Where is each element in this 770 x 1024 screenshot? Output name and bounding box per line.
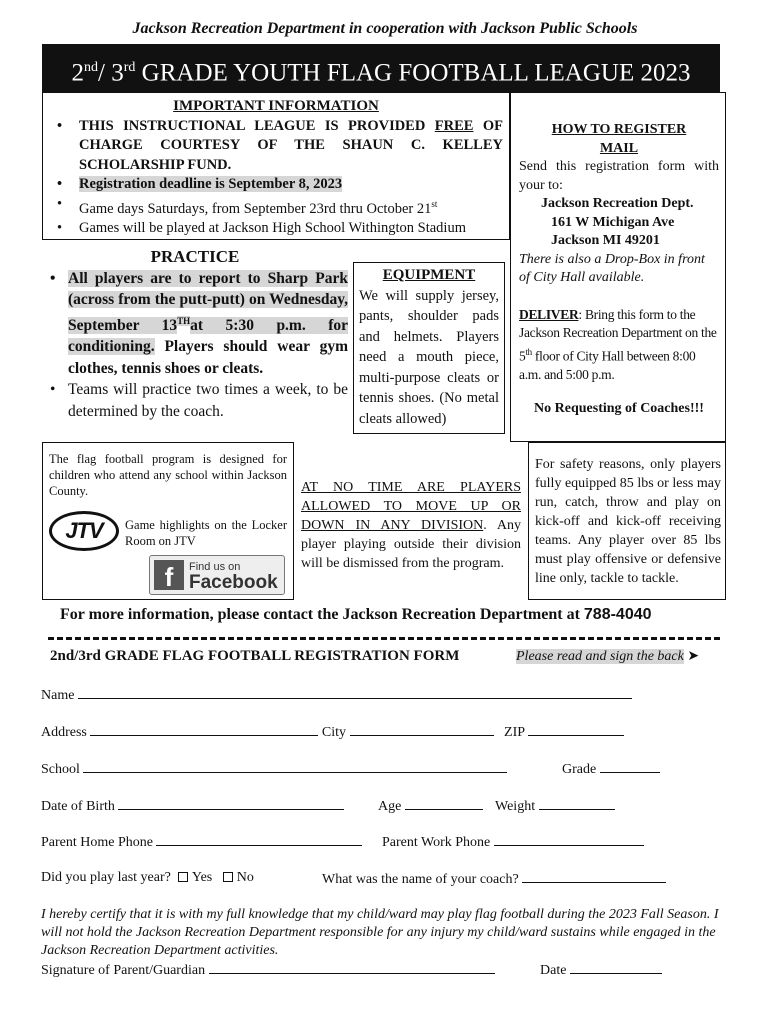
title-num1: 2 xyxy=(71,59,85,87)
facebook-small: Find us on xyxy=(189,561,241,573)
dob-input[interactable] xyxy=(118,797,344,810)
jtv-logo xyxy=(49,511,119,551)
top-line: Jackson Recreation Department in cooperation with Jackson Public Schools xyxy=(132,20,638,37)
arrow-right-icon: ➤ xyxy=(687,649,700,664)
page-title xyxy=(42,44,720,92)
title-rest: GRADE YOUTH FLAG FOOTBALL LEAGUE 2023 xyxy=(135,59,691,87)
game-days-text: Game days Saturdays, from September 23rd thru October 21 xyxy=(79,200,432,217)
no-checkbox[interactable] xyxy=(223,872,233,882)
important-bullet-deadline xyxy=(49,175,503,195)
date-input[interactable] xyxy=(570,961,662,974)
dob-label: Date of Birth xyxy=(41,799,115,814)
deliver-text-a: : Bring this form to the Jackson Recreation Department on the 5 xyxy=(519,306,717,363)
address-row xyxy=(41,723,624,741)
equipment-box xyxy=(353,262,505,434)
register-heading: HOW TO REGISTER MAIL xyxy=(551,122,687,156)
register-address-2: 161 W Michigan Ave xyxy=(551,214,675,230)
important-bullet-free xyxy=(49,117,503,176)
register-box xyxy=(510,92,726,442)
practice-report-text-c: Players should wear gym clothes, tennis shoes or cleats. xyxy=(68,338,348,377)
work-phone-input[interactable] xyxy=(494,833,644,846)
coach-input[interactable] xyxy=(522,870,666,883)
register-dropbox: There is also a Drop-Box in front of City Hall available. xyxy=(519,251,705,285)
facebook-icon: f xyxy=(154,560,184,590)
free-text-c: . xyxy=(227,156,232,173)
no-label: No xyxy=(236,870,254,885)
practice-bullet-teams: • Teams will practice two times a week, to be determined by the coach. xyxy=(42,379,348,422)
program-text: The flag football program is designed for children who attend any school within Jackson County. xyxy=(49,452,287,498)
date-row xyxy=(540,961,662,979)
register-address-1: Jackson Recreation Dept. xyxy=(541,196,694,211)
weight-input[interactable] xyxy=(539,797,615,810)
jtv-row xyxy=(49,511,287,551)
contact-text: For more information, please contact the Jackson Recreation Department at xyxy=(60,606,584,623)
home-phone-input[interactable] xyxy=(156,833,362,846)
practice-section xyxy=(42,246,348,422)
work-phone-row xyxy=(382,833,644,851)
game-days-sup: st xyxy=(431,198,438,209)
school-label: School xyxy=(41,762,80,777)
school-row xyxy=(41,760,507,778)
deliver-text-b: floor of City Hall between 8:00 a.m. and 5:00 p.m. xyxy=(519,348,696,382)
grade-label: Grade xyxy=(562,762,597,777)
played-label: Did you play last year? xyxy=(41,870,171,885)
dob-row xyxy=(41,797,344,815)
division-rule-text: AT NO TIME ARE PLAYERS ALLOWED TO MOVE UP OR DOWN IN ANY DIVISION xyxy=(301,480,521,533)
facebook-badge[interactable] xyxy=(149,555,285,595)
form-note-text: Please read and sign the back xyxy=(516,649,684,664)
age-label: Age xyxy=(378,799,402,814)
practice-bullet-report xyxy=(42,268,348,380)
title-sup1: nd xyxy=(84,60,99,75)
register-deliver xyxy=(519,306,719,385)
yes-checkbox[interactable] xyxy=(178,872,188,882)
coach-row xyxy=(322,870,666,888)
age-input[interactable] xyxy=(405,797,483,810)
contact-line xyxy=(60,606,652,624)
free-word: FREE xyxy=(434,117,474,134)
free-text-b: OF CHARGE COURTESY OF THE SHAUN C. KELLEY SCHOLARSHIP FUND xyxy=(79,117,504,173)
free-text-a: THIS INSTRUCTIONAL LEAGUE IS PROVIDED xyxy=(79,117,435,134)
signature-row xyxy=(41,961,495,979)
age-row xyxy=(378,797,483,815)
weight-label: Weight xyxy=(495,799,536,814)
work-phone-label: Parent Work Phone xyxy=(382,835,491,850)
title-sup2: rd xyxy=(123,60,136,75)
yes-label: Yes xyxy=(191,870,213,885)
equipment-text: We will supply jersey, pants, shoulder pads and helmets. Players need a mouth piece, multi-purpose cleats or tennis shoes. (No metal cleats allowed) xyxy=(359,287,499,427)
register-text: Send this registration form with your to: xyxy=(519,159,719,193)
important-bullet-game-days xyxy=(49,195,503,219)
practice-report-sup: TH xyxy=(177,315,191,326)
practice-report-text-b: at 5:30 p.m. for conditioning. xyxy=(68,316,348,356)
facebook-big: Facebook xyxy=(189,572,278,593)
important-heading: IMPORTANT INFORMATION xyxy=(173,98,379,114)
practice-heading: PRACTICE xyxy=(150,247,240,266)
home-phone-label: Parent Home Phone xyxy=(41,835,153,850)
signature-label: Signature of Parent/Guardian xyxy=(41,963,206,978)
address-label: Address xyxy=(41,725,87,740)
register-address-3: Jackson MI 49201 xyxy=(551,233,660,248)
zip-label: ZIP xyxy=(504,725,525,740)
jtv-text: Game highlights on the Locker Room on JTV xyxy=(125,518,287,548)
form-note xyxy=(516,648,699,665)
signature-input[interactable] xyxy=(209,961,495,974)
name-label: Name xyxy=(41,688,75,703)
address-input[interactable] xyxy=(90,723,318,736)
weight-row xyxy=(495,797,615,815)
program-box xyxy=(42,442,294,600)
contact-phone: 788-4040 xyxy=(583,606,652,623)
deliver-sup: th xyxy=(525,346,532,357)
city-label: City xyxy=(321,725,347,740)
cut-line xyxy=(48,637,720,640)
no-coaches-note: No Requesting of Coaches!!! xyxy=(534,401,704,416)
deadline-text: Registration deadline is September 8, 2023 xyxy=(79,176,343,192)
played-row xyxy=(41,870,254,886)
name-input[interactable] xyxy=(78,686,632,699)
coach-label: What was the name of your coach? xyxy=(322,872,519,887)
date-label: Date xyxy=(540,963,567,978)
form-title: 2nd/3rd GRADE FLAG FOOTBALL REGISTRATION FORM xyxy=(50,648,460,664)
deliver-label: DELIVER xyxy=(519,306,579,322)
home-phone-row xyxy=(41,833,362,851)
important-info-box xyxy=(42,92,510,240)
certify-text: I hereby certify that it is with my full knowledge that my child/ward may play flag football during the 2023 Fall Season. I will not hold the Jackson Recreation Department responsible for any injury my child/ward sustains while engaged in the Jackson Recreation Department activities. xyxy=(41,907,719,958)
name-row xyxy=(41,686,632,704)
important-bullet-location: • Games will be played at Jackson High School Withington Stadium xyxy=(49,219,503,239)
title-sep: / 3 xyxy=(98,59,124,87)
division-rule xyxy=(301,478,521,573)
practice-report-text: All players are to report to Sharp Park (across from the putt-putt) on Wednesday, September 13 xyxy=(68,269,348,334)
school-input[interactable] xyxy=(83,760,507,773)
zip-input[interactable] xyxy=(528,723,624,736)
city-input[interactable] xyxy=(350,723,494,736)
grade-row xyxy=(562,760,660,778)
grade-input[interactable] xyxy=(600,760,660,773)
safety-box: For safety reasons, only players fully equipped 85 lbs or less may run, catch, throw and play on kick-off and kick-off receiving teams. Any player over 85 lbs must play offensive or defensive line only, tackle to tackle. xyxy=(528,442,726,600)
facebook-text xyxy=(189,560,278,593)
equipment-heading: EQUIPMENT xyxy=(382,267,476,283)
division-rest-text: . Any player playing outside their division will be dismissed from the program. xyxy=(301,518,521,571)
jtv-logo-text: JTV xyxy=(65,518,103,543)
